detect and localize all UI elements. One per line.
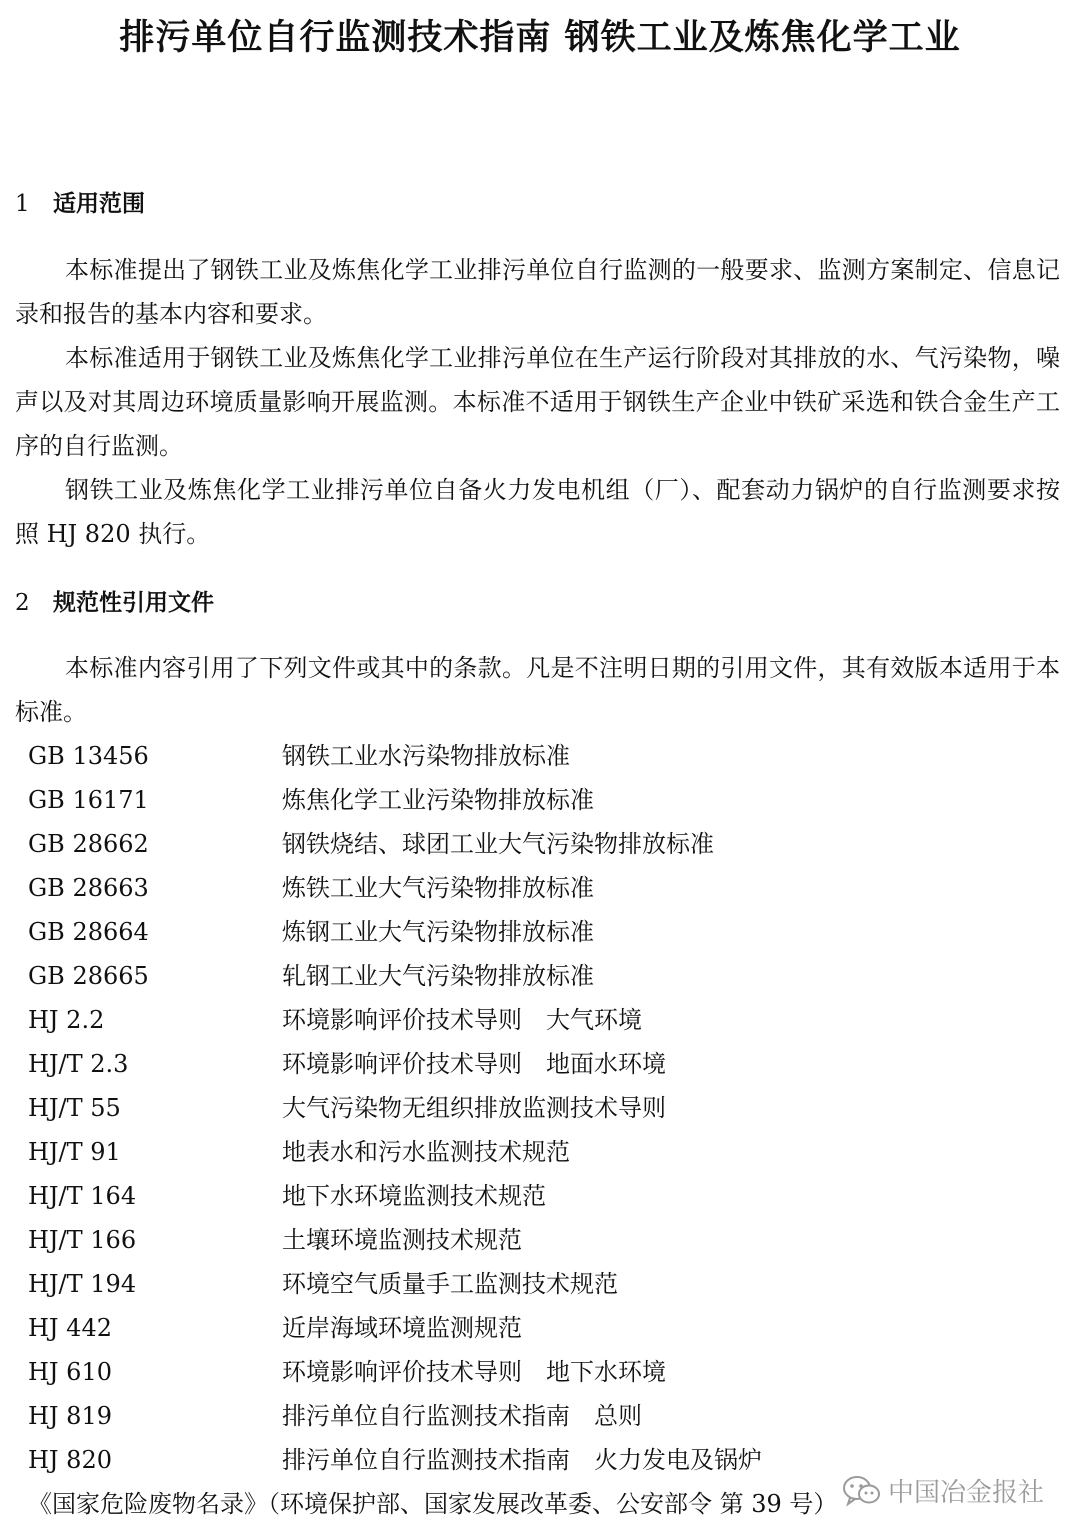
- reference-name: 轧钢工业大气污染物排放标准: [282, 962, 594, 990]
- reference-item: [28, 1394, 1028, 1438]
- reference-item: [28, 1350, 1028, 1394]
- reference-code: GB 28662: [28, 830, 149, 858]
- section-title: 适用范围: [53, 191, 145, 217]
- reference-code: GB 28665: [28, 962, 149, 990]
- reference-name: 土壤环境监测技术规范: [282, 1226, 522, 1254]
- reference-code: HJ/T 2.3: [28, 1050, 129, 1078]
- reference-code: HJ/T 166: [28, 1226, 137, 1254]
- reference-code: GB 13456: [28, 742, 149, 770]
- reference-code: HJ 2.2: [28, 1006, 105, 1034]
- reference-item: [28, 822, 1028, 866]
- paragraph: 钢铁工业及炼焦化学工业排污单位自备火力发电机组（厂）、配套动力锅炉的自行监测要求按照 HJ 820 执行。: [15, 476, 1060, 548]
- reference-name: 近岸海域环境监测规范: [282, 1314, 522, 1342]
- reference-item: [28, 998, 1028, 1042]
- section-heading-scope: [15, 188, 145, 220]
- section-heading-normative-references: [15, 587, 214, 619]
- paragraph: 本标准适用于钢铁工业及炼焦化学工业排污单位在生产运行阶段对其排放的水、气污染物，噪声以及对其周边环境质量影响开展监测。本标准不适用于钢铁生产企业中铁矿采选和铁合金生产工序的自行监测。: [15, 344, 1060, 460]
- reference-code: HJ 819: [28, 1402, 112, 1430]
- reference-name: 钢铁工业水污染物排放标准: [282, 742, 570, 770]
- reference-item: [28, 954, 1028, 998]
- watermark-text: 中国冶金报社: [887, 1478, 1044, 1508]
- section-title: 规范性引用文件: [53, 590, 214, 616]
- reference-name: 炼铁工业大气污染物排放标准: [282, 874, 594, 902]
- reference-name: 大气污染物无组织排放监测技术导则: [282, 1094, 666, 1122]
- watermark: [840, 1472, 1046, 1509]
- reference-name: 环境影响评价技术导则 地下水环境: [282, 1358, 666, 1386]
- reference-name: 环境影响评价技术导则 大气环境: [282, 1006, 642, 1034]
- document-title: 排污单位自行监测技术指南 钢铁工业及炼焦化学工业: [119, 18, 961, 58]
- reference-code: HJ 442: [28, 1314, 112, 1342]
- reference-item: [28, 1042, 1028, 1086]
- section-number: 1: [15, 191, 30, 217]
- reference-code: GB 28664: [28, 918, 149, 946]
- reference-item: [28, 778, 1028, 822]
- reference-item: [28, 866, 1028, 910]
- wechat-icon: [842, 1474, 882, 1508]
- reference-name: 炼钢工业大气污染物排放标准: [282, 918, 594, 946]
- reference-name: 地下水环境监测技术规范: [282, 1182, 546, 1210]
- reference-item: [28, 1306, 1028, 1350]
- reference-list: [28, 734, 1028, 1482]
- reference-item: [28, 734, 1028, 778]
- reference-code: HJ/T 194: [28, 1270, 137, 1298]
- paragraph: 本标准提出了钢铁工业及炼焦化学工业排污单位自行监测的一般要求、监测方案制定、信息记录和报告的基本内容和要求。: [15, 256, 1060, 328]
- reference-name: 排污单位自行监测技术指南 总则: [282, 1402, 642, 1430]
- reference-item: [28, 1086, 1028, 1130]
- reference-name: 钢铁烧结、球团工业大气污染物排放标准: [282, 830, 714, 858]
- reference-code: GB 16171: [28, 786, 149, 814]
- reference-item: [28, 1174, 1028, 1218]
- reference-item: [28, 1218, 1028, 1262]
- reference-code: HJ/T 164: [28, 1182, 137, 1210]
- reference-item: [28, 1130, 1028, 1174]
- reference-item-directive: 《国家危险废物名录》（环境保护部、国家发展改革委、公安部令 第 39 号）: [28, 1490, 838, 1518]
- reference-name: 排污单位自行监测技术指南 火力发电及锅炉: [282, 1446, 762, 1474]
- reference-item: [28, 1262, 1028, 1306]
- reference-name: 地表水和污水监测技术规范: [282, 1138, 570, 1166]
- paragraph: 本标准内容引用了下列文件或其中的条款。凡是不注明日期的引用文件，其有效版本适用于本标准。: [15, 654, 1060, 726]
- reference-code: HJ 610: [28, 1358, 112, 1386]
- reference-name: 炼焦化学工业污染物排放标准: [282, 786, 594, 814]
- reference-item: [28, 910, 1028, 954]
- section-number: 2: [15, 590, 30, 616]
- reference-code: HJ/T 91: [28, 1138, 121, 1166]
- reference-name: 环境空气质量手工监测技术规范: [282, 1270, 618, 1298]
- reference-code: HJ/T 55: [28, 1094, 121, 1122]
- reference-code: HJ 820: [28, 1446, 112, 1474]
- reference-code: GB 28663: [28, 874, 149, 902]
- reference-name: 环境影响评价技术导则 地面水环境: [282, 1050, 666, 1078]
